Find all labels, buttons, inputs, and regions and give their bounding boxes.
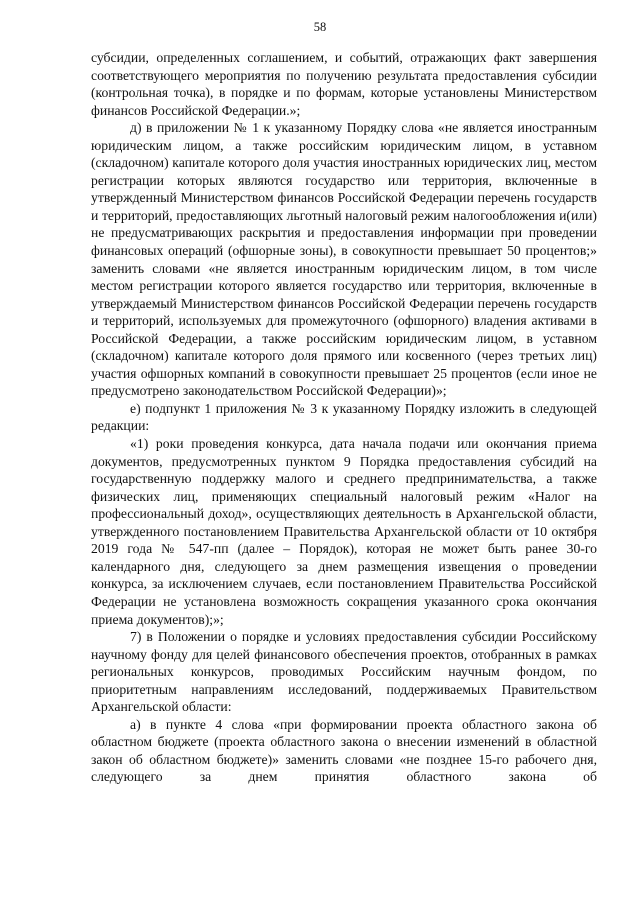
document-body xyxy=(91,49,597,786)
page-number: 58 xyxy=(313,20,327,34)
paragraph-subsidy-control-point: субсидии, определенных соглашением, и событий, отражающих факт завершения соответствующего мероприятия по получению результата предоставления субсидии (контрольная точка), в порядке и по формам, которые установлены Министерством финансов Российской Федерации.»; xyxy=(91,50,597,118)
paragraph-7-science-fund: 7) в Положении о порядке и условиях предоставления субсидии Российскому научному фонду для целей финансового обеспечения проектов, отобранных в рамках региональных конкурсов, проводимых Российским научным фондом, по приоритетным направлениям исследований, поддерживаемых Правительством Архангельской области: xyxy=(91,629,597,715)
paragraph-d-appendix-1: д) в приложении № 1 к указанному Порядку слова «не является иностранным юридическим лицом, а также российским юридическим лицом, в уставном (складочном) капитале которого доля участия иностранных юридических лиц, местом регистрации которых являются государство или территория, включенные в утвержденный Министерством финансов Российской Федерации перечень государств и территорий, предоставляющих льготный налоговый режим налогообложения и(или) не предусматривающих раскрытия и предоставления информации при проведении финансовых операций (офшорные зоны), в совокупности превышает 50 процентов;» заменить словами «не является иностранным юридическим лицом, в том числе местом регистрации которого является государство или территория, включенные в утверждаемый Министерством финансов Российской Федерации перечень государств и территорий, используемых для промежуточного (офшорного) владения активами в Российской Федерации, а также российским юридическим лицом, в уставном (складочном) капитале которого доля прямого или косвенного (через третьих лиц) участия офшорных компаний в совокупности превышает 25 процентов (если иное не предусмотрено законодательством Российской Федерации)»; xyxy=(91,120,597,399)
paragraph-a-item-4: а) в пункте 4 слова «при формировании проекта областного закона об областном бюджете (проекта областного закона о внесении изменений в областной закон об областном бюджете)» заменить словами «не позднее 15-го рабочего дня, следующего за днем принятия областного закона об xyxy=(91,716,597,785)
paragraph-e-subitem-1: е) подпункт 1 приложения № 3 к указанному Порядку изложить в следующей редакции: xyxy=(91,400,597,434)
paragraph-contest-deadlines: «1) роки проведения конкурса, дата начала подачи или окончания приема документов, предусмотренных пунктом 9 Порядка предоставления субсидий на государственную поддержку малого и среднего предпринимательства, а также физических лиц, применяющих специальный налоговый режим «Налог на профессиональный доход», осуществляющих деятельность в Архангельской области, утвержденного постановлением Правительства Архангельской области от 10 октября 2019 года № 547-пп (далее – Порядок), которая не может быть ранее 30-го календарного дня, следующего за днем размещения извещения о проведении конкурса, за исключением случаев, если постановлением Правительства Российской Федерации не установлена возможность сокращения указанного срока окончания приема документов);»; xyxy=(91,436,597,627)
